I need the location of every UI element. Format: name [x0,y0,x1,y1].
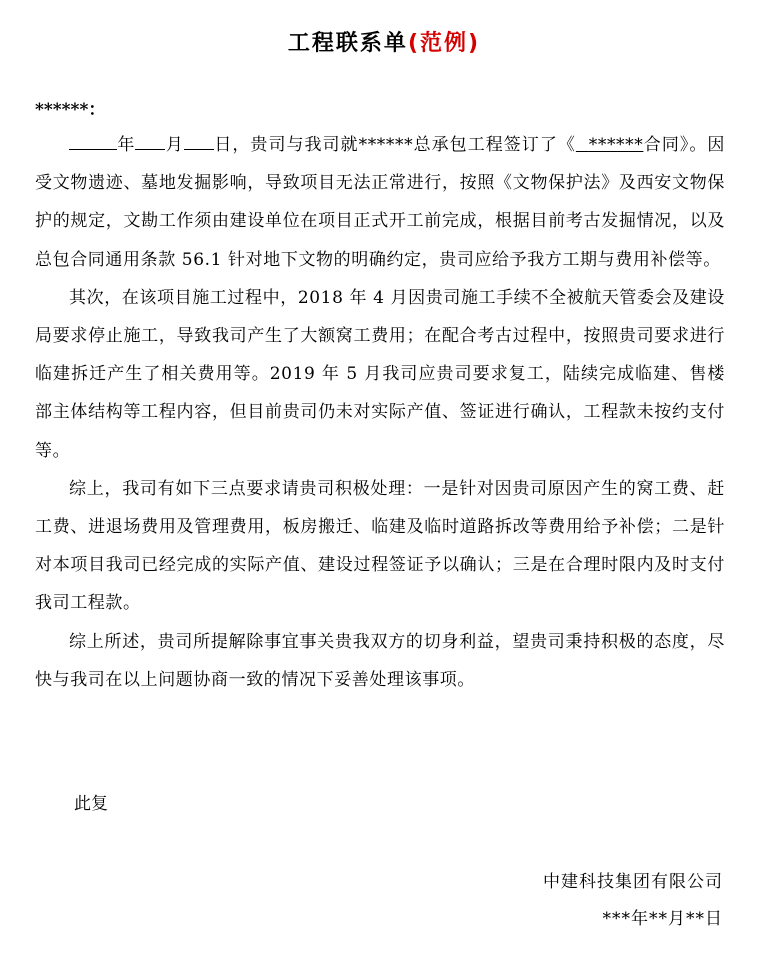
title-example-note: (范例) [407,31,481,56]
paragraph-4: 综上所述，贵司所提解除事宜事关贵我双方的切身利益，望贵司秉持积极的态度，尽快与我司在以上问题协商一致的情况下妥善处理该事项。 [35,631,725,690]
title-main: 工程联系单 [287,31,408,56]
year-blank [69,131,117,150]
salutation: ******： [35,100,106,120]
paragraph-2: 其次，在该项目施工过程中，2018 年 4 月因贵司施工手续不全被航天管委会及建设局要求停止施工，导致我司产生了大额窝工费用；在配合考古过程中，按照贵司要求进行临建拆迁产生了相关费用等。2019 年 5 月我司应贵司要求复工，陆续完成临建、售楼部主体结构等工程内容，但目前贵司仍未对实际产值、签证进行确认，工程款未按约支付等。 [35,287,725,461]
contract-name: ****** [588,135,644,155]
para1-intro: 日，贵司与我司就******总承包工程签订了《 [213,135,576,155]
letter-body [35,126,725,699]
signature-date: ***年**月**日 [602,909,723,929]
company-signature: 中建科技集团有限公司 [543,872,723,892]
year-label: 年 [117,135,136,155]
paragraph-1 [35,126,725,279]
month-label: 月 [165,135,184,155]
day-blank [184,131,214,150]
paragraph-3: 综上，我司有如下三点要求请贵司积极处理：一是针对因贵司原因产生的窝工费、赶工费、进退场费用及管理费用，板房搬迁、临建及临时道路拆改等费用给予补偿；二是针对本项目我司已经完成的实际产值、建设过程签证予以确认；三是在合理时限内及时支付我司工程款。 [35,478,725,614]
para1-text: 合同》。因受文物遗迹、墓地发掘影响，导致项目无法正常进行，按照《文物保护法》及西安文物保护的规定，文勘工作须由建设单位在项目正式开工前完成，根据目前考古发掘情况，以及总包合同通用条款 56.1 针对地下文物的明确约定，贵司应给予我方工期与费用补偿等。 [35,135,725,270]
document-title [0,26,768,57]
month-blank [135,131,165,150]
closing-reply: 此复 [74,794,108,814]
